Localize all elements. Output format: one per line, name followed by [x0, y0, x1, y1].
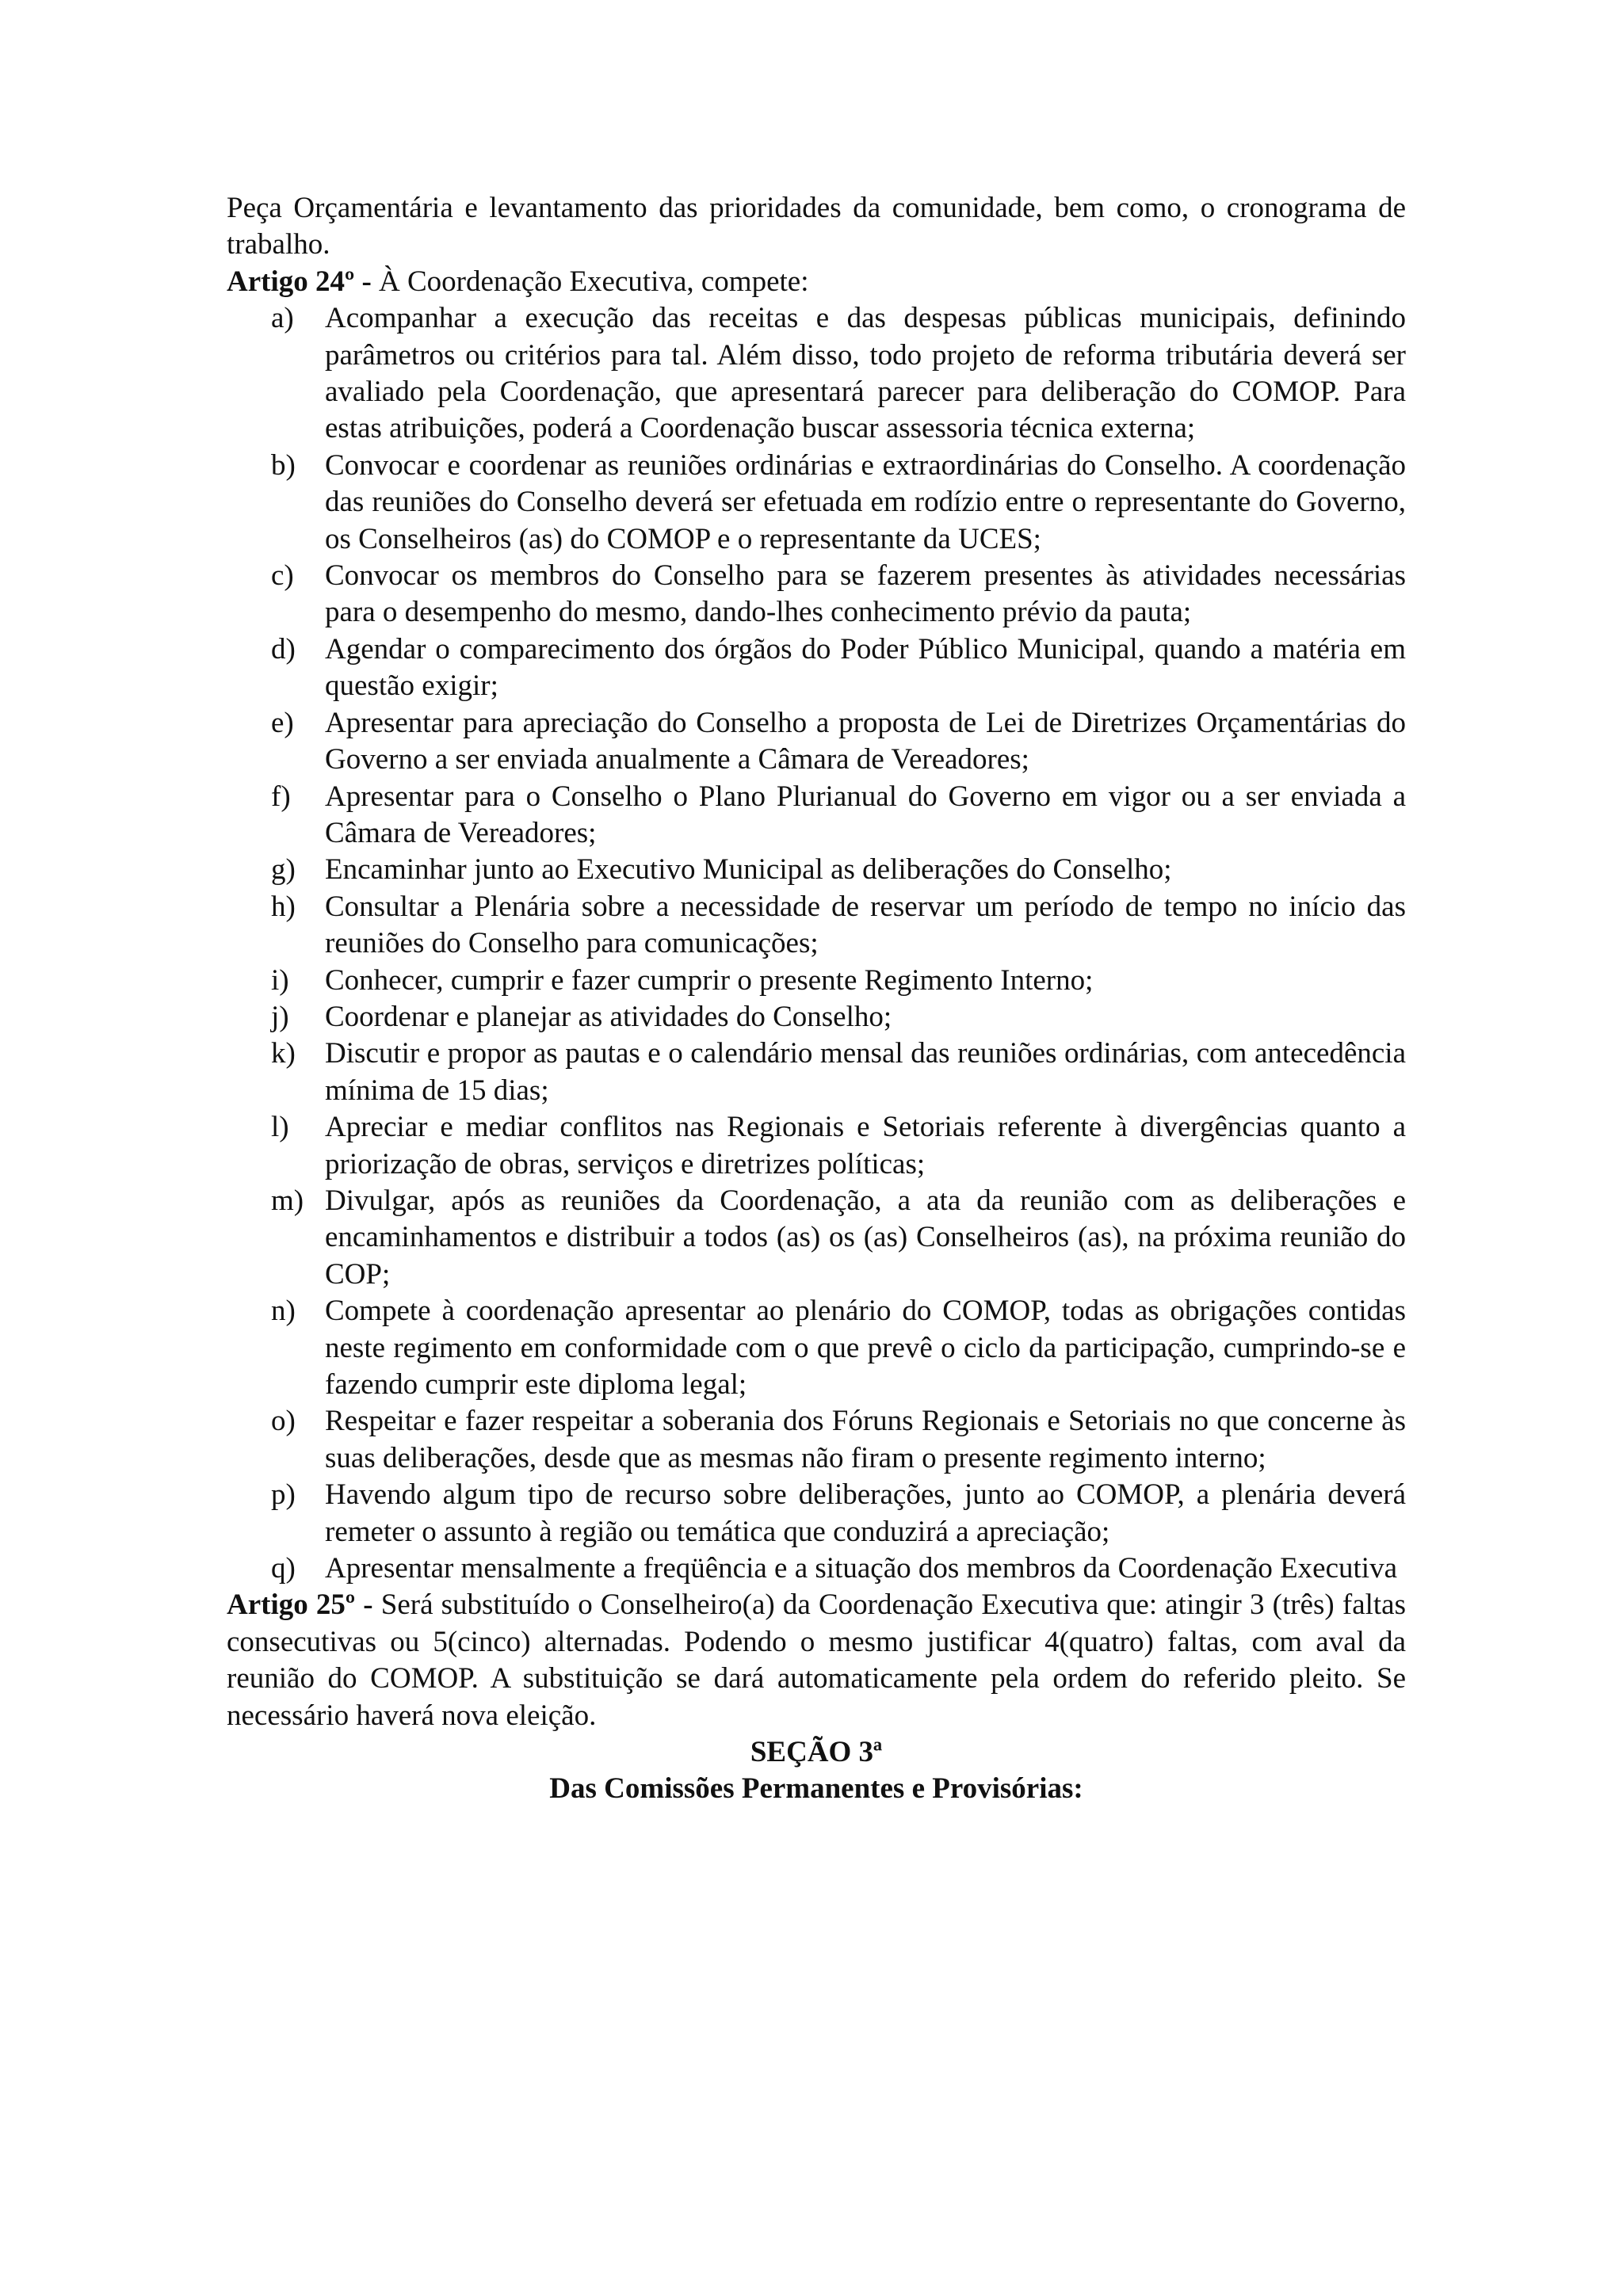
item-text: Havendo algum tipo de recurso sobre deliberações, junto ao COMOP, a plenária deverá remeter o assunto à região ou temática que conduzirá a apreciação; [325, 1478, 1406, 1548]
item-letter: b) [271, 448, 296, 482]
item-letter: g) [271, 853, 296, 887]
item-letter: a) [271, 302, 294, 335]
article-25-paragraph [227, 1587, 1406, 1734]
list-item [227, 999, 1406, 1035]
article-24-items [227, 300, 1406, 1587]
section-subheading: Das Comissões Permanentes e Provisórias: [549, 1772, 1083, 1806]
item-letter: f) [271, 780, 291, 813]
item-text: Acompanhar a execução das receitas e das despesas públicas municipais, definindo parâmetros ou critérios para tal. Além disso, todo projeto de reforma tributária deverá ser avaliado pela Coordenação, que apresentará parecer para deliberação do COMOP. Para estas atribuições, poderá a Coordenação buscar assessoria técnica externa; [325, 302, 1406, 445]
list-item [227, 889, 1406, 963]
item-letter: i) [271, 963, 289, 997]
item-text: Conhecer, cumprir e fazer cumprir o presente Regimento Interno; [325, 963, 1094, 997]
item-text: Discutir e propor as pautas e o calendário mensal das reuniões ordinárias, com antecedência mínima de 15 dias; [325, 1037, 1406, 1107]
item-text: Apreciar e mediar conflitos nas Regionais e Setoriais referente à divergências quanto a priorização de obras, serviços e diretrizes políticas; [325, 1111, 1406, 1180]
article-24-text: À Coordenação Executiva, compete: [371, 265, 809, 298]
item-text: Apresentar mensalmente a freqüência e a situação dos membros da Coordenação Executiva [325, 1552, 1398, 1585]
item-letter: h) [271, 890, 296, 923]
section-heading: SEÇÃO 3ª [750, 1736, 883, 1769]
list-item [227, 705, 1406, 779]
list-item [227, 1403, 1406, 1477]
list-item [227, 963, 1406, 999]
list-item [227, 1109, 1406, 1183]
item-text: Apresentar para apreciação do Conselho a proposta de Lei de Diretrizes Orçamentárias do Governo a ser enviada anualmente a Câmara de Vereadores; [325, 706, 1406, 776]
item-letter: l) [271, 1111, 289, 1144]
item-text: Convocar os membros do Conselho para se fazerem presentes às atividades necessárias para o desempenho do mesmo, dando-lhes conhecimento prévio da pauta; [325, 559, 1406, 629]
list-item [227, 1293, 1406, 1403]
list-item [227, 779, 1406, 852]
item-text: Consultar a Plenária sobre a necessidade de reservar um período de tempo no início das reuniões do Conselho para comunicações; [325, 890, 1406, 960]
item-letter: k) [271, 1037, 296, 1070]
list-item [227, 1183, 1406, 1293]
item-text: Compete à coordenação apresentar ao plenário do COMOP, todas as obrigações contidas neste regimento em conformidade com o que prevê o ciclo da participação, cumprindo-se e fazendo cumprir este diploma legal; [325, 1295, 1406, 1401]
item-text: Encaminhar junto ao Executivo Municipal as deliberações do Conselho; [325, 853, 1172, 887]
list-item [227, 852, 1406, 888]
item-letter: d) [271, 632, 296, 666]
item-letter: o) [271, 1405, 296, 1438]
list-item [227, 631, 1406, 705]
article-25-text: Será substituído o Conselheiro(a) da Coordenação Executiva que: atingir 3 (três) faltas consecutivas ou 5(cinco) alternadas. Podendo o mesmo justificar 4(quatro) faltas, com aval da reunião do COMOP. A substituição se dará automaticamente pela ordem do referido pleito. Se necessário haverá nova eleição. [227, 1589, 1406, 1732]
item-letter: j) [271, 1000, 289, 1033]
list-item [227, 558, 1406, 631]
item-text: Agendar o comparecimento dos órgãos do Poder Público Municipal, quando a matéria em questão exigir; [325, 632, 1406, 703]
intro-paragraph: Peça Orçamentária e levantamento das prioridades da comunidade, bem como, o cronograma de trabalho. [227, 192, 1406, 261]
item-letter: p) [271, 1478, 296, 1512]
item-letter: n) [271, 1295, 296, 1328]
item-letter: q) [271, 1552, 296, 1585]
article-24-label: Artigo 24º - [227, 265, 372, 298]
list-item [227, 1550, 1406, 1587]
list-item [227, 1477, 1406, 1550]
item-text: Divulgar, após as reuniões da Coordenação, a ata da reunião com as deliberações e encaminhamentos e distribuir a todos (as) os (as) Conselheiros (as), na próxima reunião do COP; [325, 1184, 1406, 1291]
item-letter: c) [271, 559, 294, 593]
list-item [227, 1035, 1406, 1109]
item-letter: m) [271, 1184, 304, 1217]
document-body [227, 190, 1406, 1808]
item-text: Apresentar para o Conselho o Plano Plurianual do Governo em vigor ou a ser enviada a Câmara de Vereadores; [325, 780, 1406, 849]
item-letter: e) [271, 706, 294, 739]
article-25-label: Artigo 25º - [227, 1589, 373, 1622]
list-item [227, 448, 1406, 558]
article-24-heading [227, 264, 1406, 300]
item-text: Coordenar e planejar as atividades do Conselho; [325, 1000, 892, 1033]
item-text: Respeitar e fazer respeitar a soberania dos Fóruns Regionais e Setoriais no que concerne às suas deliberações, desde que as mesmas não firam o presente regimento interno; [325, 1405, 1406, 1474]
item-text: Convocar e coordenar as reuniões ordinárias e extraordinárias do Conselho. A coordenação das reuniões do Conselho deverá ser efetuada em rodízio entre o representante do Governo, os Conselheiros (as) do COMOP e o representante da UCES; [325, 448, 1406, 555]
list-item [227, 300, 1406, 448]
